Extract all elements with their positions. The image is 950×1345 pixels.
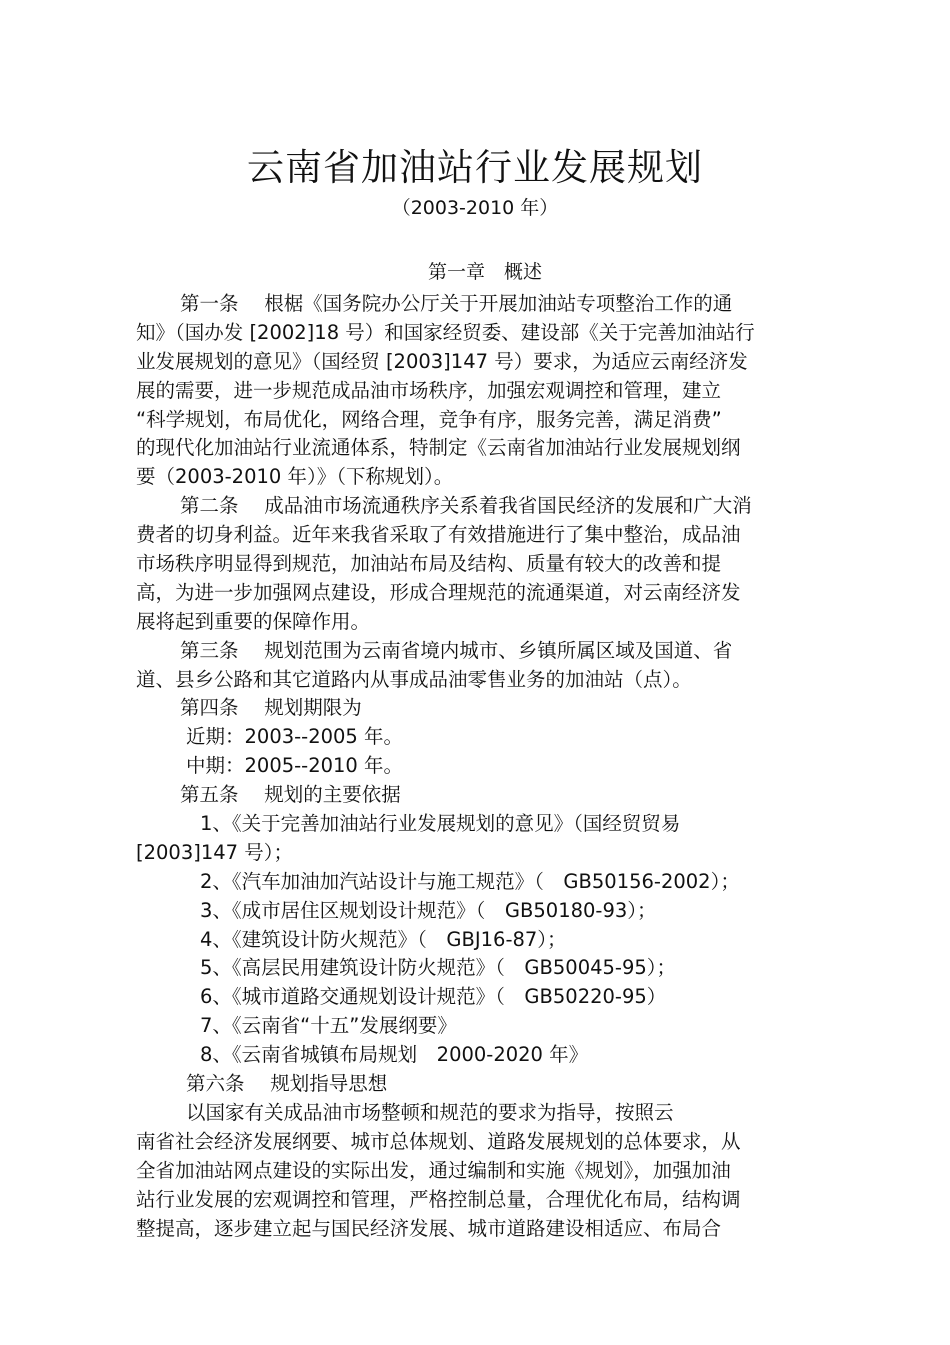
- text-line: 展将起到重要的保障作用。: [136, 609, 371, 633]
- text-line: 7、《云南省“十五”发展纲要》: [200, 1014, 457, 1038]
- text-line: 第四条 规划期限为: [180, 696, 362, 720]
- text-line: 费者的切身利益。近年来我省采取了有效措施进行了集中整治，成品油: [136, 523, 741, 547]
- chapter-heading: 第一章 概述: [427, 261, 542, 283]
- text-line: 站行业发展的宏观调控和管理，严格控制总量，合理优化布局，结构调: [136, 1187, 741, 1211]
- text-line: 第三条 规划范围为云南省境内城市、乡镇所属区域及国道、省: [180, 638, 733, 662]
- text-line: 5、《高层民用建筑设计防火规范》（ GB50045-95）；: [200, 956, 677, 980]
- document-subtitle: （2003-2010 年）: [391, 197, 559, 219]
- text-line: 南省社会经济发展纲要、城市总体规划、道路发展规划的总体要求，从: [136, 1129, 741, 1153]
- text-line: 展的需要，进一步规范成品油市场秩序，加强宏观调控和管理，建立: [136, 378, 722, 402]
- text-line: 市场秩序明显得到规范，加油站布局及结构、质量有较大的改善和提: [136, 552, 722, 576]
- text-line: 1、《关于完善加油站行业发展规划的意见》（国经贸贸易: [200, 812, 681, 836]
- text-line: 第六条 规划指导思想: [186, 1072, 388, 1096]
- text-line: [2003]147 号）；: [136, 840, 294, 864]
- text-line: 第一条 根椐《国务院办公厅关于开展加油站专项整治工作的通: [180, 292, 733, 315]
- text-line: 近期：2003--2005 年。: [186, 725, 404, 749]
- text-line: 业发展规划的意见》（国经贸 [2003]147 号）要求，为适应云南经济发: [136, 349, 748, 373]
- document-body: [136, 290, 808, 1243]
- text-line: 全省加油站网点建设的实际出发，通过编制和实施《规划》，加强加油: [136, 1158, 731, 1182]
- text-line: 4、《建筑设计防火规范》（ GBJ16-87）；: [200, 927, 567, 951]
- text-line: 以国家有关成品油市场整顿和规范的要求为指导，按照云: [186, 1100, 674, 1124]
- text-line: 6、《城市道路交通规划设计规范》（ GB50220-95）: [200, 985, 667, 1009]
- text-line: 第五条 规划的主要依据: [180, 783, 401, 807]
- text-line: 8、《云南省城镇布局规划 2000-2020 年》: [200, 1043, 589, 1067]
- text-line: 中期：2005--2010 年。: [186, 754, 404, 778]
- text-line: 道、县乡公路和其它道路内从事成品油零售业务的加油站（点）。: [136, 667, 692, 691]
- text-line: “科学规划，布局优化，网络合理，竞争有序，服务完善，满足消费”: [136, 407, 722, 431]
- text-line: 知》（国办发 [2002]18 号）和国家经贸委、建设部《关于完善加油站行: [136, 320, 755, 344]
- text-line: 第二条 成品油市场流通秩序关系着我省国民经济的发展和广大消: [180, 494, 752, 518]
- text-line: 2、《汽车加油加汽站设计与施工规范》（ GB50156-2002）；: [200, 869, 740, 893]
- text-line: 高，为进一步加强网点建设，形成合理规范的流通渠道，对云南经济发: [136, 580, 741, 604]
- text-line: 的现代化加油站行业流通体系，特制定《云南省加油站行业发展规划纲: [136, 436, 741, 460]
- text-line: 3、《成市居住区规划设计规范》（ GB50180-93）；: [200, 898, 657, 922]
- text-line: 整提高，逐步建立起与国民经济发展、城市道路建设相适应、布局合: [136, 1216, 722, 1240]
- document-title: 云南省加油站行业发展规划: [247, 146, 703, 189]
- text-line: 要（2003-2010 年）》（下称规划）。: [136, 465, 454, 489]
